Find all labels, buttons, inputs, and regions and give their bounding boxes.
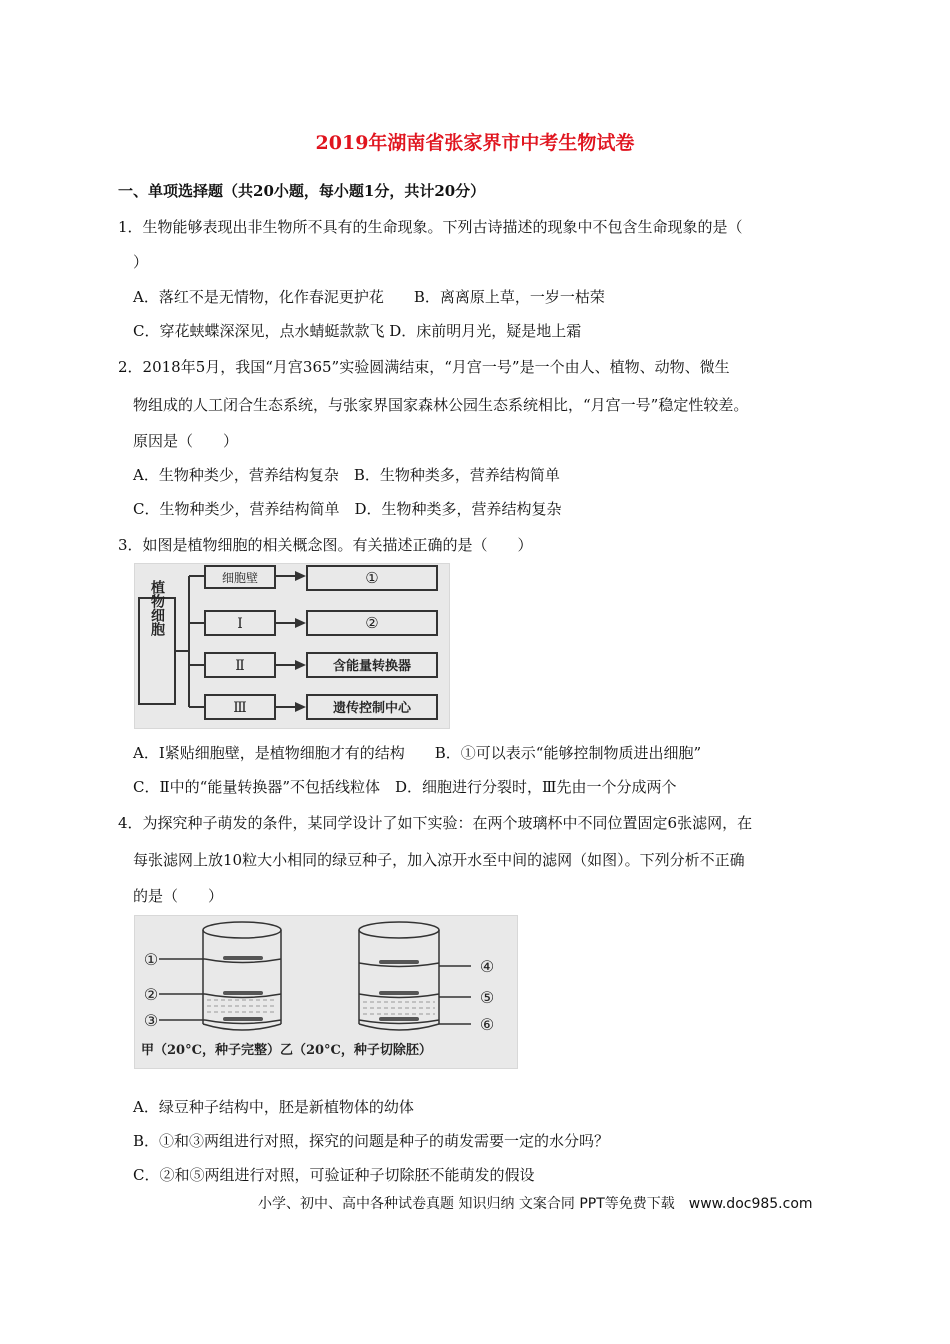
footer-note: 小学、初中、高中各种试卷真题 知识归纳 文案合同 PPT等免费下载 www.doc985.com: [258, 1196, 813, 1212]
figure-caption: 甲（20°C，种子完整）乙（20°C，种子切除胚）: [141, 1043, 432, 1058]
target-label-energy: 含能量转换器: [332, 659, 412, 674]
question-2-options-ab: A．生物种类少，营养结构复杂 B．生物种类多，营养结构简单: [133, 466, 560, 484]
target-label-1: ①: [365, 569, 379, 587]
seeds-jia: [223, 956, 263, 1021]
branch-label-II: Ⅱ: [235, 658, 245, 674]
question-1-stem: 1．生物能够表现出非生物所不具有的生命现象。下列古诗描述的现象中不包含生命现象的是（: [118, 218, 743, 236]
question-1-options-ab: A．落红不是无情物，化作春泥更护花 B．离离原上草，一岁一枯荣: [133, 288, 605, 306]
label-2: ②: [143, 985, 159, 1004]
page-title: 2019年湖南省张家界市中考生物试卷: [315, 132, 635, 154]
question-4-option-a: A．绿豆种子结构中，胚是新植物体的幼体: [133, 1098, 414, 1116]
target-label-2: ②: [365, 614, 379, 632]
question-4-stem-cont-1: 每张滤网上放10粒大小相同的绿豆种子，加入凉开水至中间的滤网（如图）。下列分析不正确: [133, 851, 745, 869]
question-3-options-ab: A．Ⅰ紧贴细胞壁，是植物细胞才有的结构 B．①可以表示“能够控制物质进出细胞”: [133, 744, 702, 762]
question-2-options-cd: C．生物种类少，营养结构简单 D．生物种类多，营养结构复杂: [133, 500, 562, 518]
question-2-stem-cont-2: 原因是（ ）: [133, 432, 239, 450]
water-yi: [363, 1002, 435, 1014]
arrow-icon: [295, 660, 306, 670]
question-3-stem: 3．如图是植物细胞的相关概念图。有关描述正确的是（ ）: [118, 536, 533, 554]
label-3: ③: [143, 1011, 159, 1030]
beaker-jia: [159, 922, 281, 1030]
water-jia: [207, 1000, 277, 1012]
question-1-options-cd: C．穿花蛱蝶深深见，点水蜻蜓款款飞 D．床前明月光，疑是地上霜: [133, 322, 582, 340]
arrow-icon: [295, 702, 306, 712]
seed-germination-diagram: [134, 915, 518, 1069]
seeds-yi: [379, 960, 419, 1021]
branch-label-I: Ⅰ: [237, 616, 243, 632]
label-1: ①: [143, 950, 159, 969]
branch-label-III: Ⅲ: [233, 700, 247, 716]
seed-germination-svg: [135, 916, 517, 1068]
arrow-icon: [295, 618, 306, 628]
question-4-stem-cont-2: 的是（ ）: [133, 887, 224, 905]
section-heading: 一、单项选择题（共20小题，每小题1分，共计20分）: [118, 182, 486, 200]
question-4-option-b: B．①和③两组进行对照，探究的问题是种子的萌发需要一定的水分吗？: [133, 1132, 610, 1150]
question-4-option-c: C．②和⑤两组进行对照，可验证种子切除胚不能萌发的假设: [133, 1166, 535, 1184]
label-6: ⑥: [479, 1015, 495, 1034]
root-label: 植物细胞: [149, 580, 165, 636]
cell-concept-diagram: [134, 563, 450, 729]
target-label-control: 遗传控制中心: [332, 701, 412, 716]
label-5: ⑤: [479, 988, 495, 1007]
cell-concept-diagram-svg: [135, 564, 449, 728]
question-1-stem-cont: ）: [133, 253, 149, 271]
question-2-stem: 2．2018年5月，我国“月宫365”实验圆满结束，“月宫一号”是一个由人、植物、动物、微生: [118, 358, 730, 376]
question-3-options-cd: C．Ⅱ中的“能量转换器”不包括线粒体 D．细胞进行分裂时，Ⅲ先由一个分成两个: [133, 778, 677, 796]
question-2-stem-cont-1: 物组成的人工闭合生态系统，与张家界国家森林公园生态系统相比，“月宫一号”稳定性较差。: [133, 396, 749, 414]
arrow-icon: [295, 571, 306, 581]
branch-label-cell-wall: 细胞壁: [221, 571, 259, 585]
question-4-stem: 4．为探究种子萌发的条件，某同学设计了如下实验：在两个玻璃杯中不同位置固定6张滤网，在: [118, 814, 753, 832]
label-4: ④: [479, 957, 495, 976]
